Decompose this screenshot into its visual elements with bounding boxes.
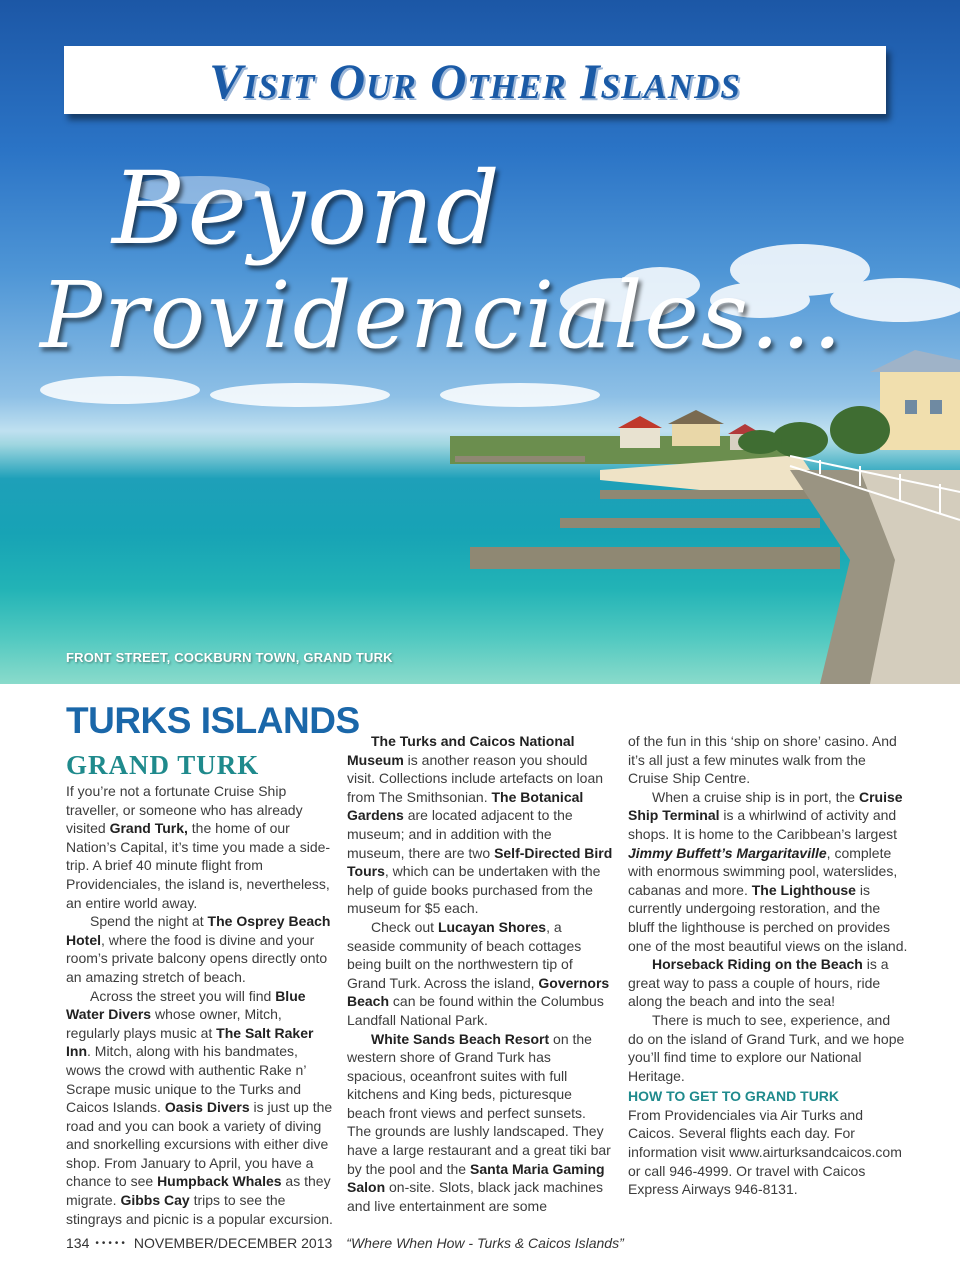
footer-dots: ••••• xyxy=(95,1238,128,1249)
place-name: Blue Water Divers xyxy=(66,987,306,1023)
section-title: TURKS ISLANDS xyxy=(66,700,360,741)
how-to-get-heading: HOW TO GET TO GRAND TURK xyxy=(628,1088,840,1105)
text: whose owner, Mitch, regularly plays music at xyxy=(66,1006,282,1041)
paragraph xyxy=(66,987,334,1229)
paragraph xyxy=(347,732,613,918)
place-name: Santa Maria Gaming Salon xyxy=(347,1160,605,1196)
place-name: Grand Turk, xyxy=(109,820,188,837)
place-name: White Sands Beach Resort xyxy=(371,1030,550,1047)
issue-date: NOVEMBER/DECEMBER 2013 xyxy=(133,1235,333,1251)
text: , which can be undertaken with the help of guide books purchased from the museum for $5 each. xyxy=(347,863,601,917)
paragraph xyxy=(628,788,908,955)
place-name: Jimmy Buffett’s Margaritaville xyxy=(628,844,827,861)
place-name: Horseback Riding on the Beach xyxy=(652,956,863,973)
text: trips to see the stingrays and picnic is a popular excursion. xyxy=(66,1192,333,1227)
text: , where the food is divine and your room’s private balcony opens directly onto an amazing stretch of beach. xyxy=(66,931,328,985)
text: , complete with enormous swimming pool, waterslides, cabanas and more. xyxy=(628,844,898,898)
page-number: 134 xyxy=(66,1235,90,1251)
section-subtitle: GRAND TURK xyxy=(66,750,260,780)
place-name: The Osprey Beach Hotel xyxy=(66,913,331,948)
paragraph xyxy=(347,918,613,1030)
paragraph xyxy=(66,782,334,912)
paragraph xyxy=(628,955,908,1011)
place-name: Gibbs Cay xyxy=(120,1192,190,1209)
title-banner xyxy=(64,46,886,114)
place-name: Governors Beach xyxy=(347,974,610,1010)
text: Across the street you will find xyxy=(90,987,276,1004)
text: Check out xyxy=(371,918,438,935)
paragraph: of the fun in this ‘ship on shore’ casino. And it’s all just a few minutes walk from the Cruise Ship Centre. xyxy=(628,733,897,787)
text: on the western shore of Grand Turk has spacious, oceanfront suites with full kitchens and King beds, picturesque beach front views and perfect sunsets. The grounds are lushly landscaped. They have a large restaurant and a great tiki bar by the pool and the xyxy=(347,1030,611,1177)
text: are located adjacent to the museum; and in addition with the museum, there are two xyxy=(347,807,573,861)
place-name: Lucayan Shores xyxy=(437,918,547,935)
text: . Mitch, along with his bandmates, wows the crowd with authentic Rake n’ Scrape music unique to the Turks and Caicos Islands. xyxy=(66,1043,306,1116)
palm-trees xyxy=(738,406,890,458)
place-name: Humpback Whales xyxy=(157,1173,282,1190)
script-title-line2: Providenciales... xyxy=(40,262,844,369)
page-footer xyxy=(66,1235,624,1251)
text: can be found within the Columbus Landfall National Park. xyxy=(347,993,604,1028)
text: When a cruise ship is in port, the xyxy=(652,788,859,805)
place-name: Oasis Divers xyxy=(164,1099,250,1116)
place-name: The Salt Raker Inn xyxy=(66,1024,314,1060)
place-name: Self-Directed Bird Tours xyxy=(347,844,613,880)
text: If you’re not a fortunate Cruise Ship traveller, or someone who has already visited xyxy=(66,783,303,837)
place-name: Cruise Ship Terminal xyxy=(628,788,903,824)
text: is a great way to pass a couple of hours, ride along the beach and into the sea! xyxy=(628,956,889,1010)
text: Spend the night at xyxy=(90,913,208,930)
place-name: The Turks and Caicos National Museum xyxy=(347,733,575,768)
place-name: The Lighthouse xyxy=(751,881,856,898)
text: is a whirlwind of activity and shops. It is home to the Caribbean’s largest xyxy=(628,807,898,842)
column-2 xyxy=(347,732,613,1215)
text: on-site. Slots, black jack machines and live entertainment are some xyxy=(347,1179,603,1214)
banner-title: Visit Our Other Islands xyxy=(209,53,741,109)
how-to-get-text: From Providenciales via Air Turks and Caicos. Several flights each day. For information visit www.airturksandcaicos.com or call 946-4999. Or travel with Caicos Express Airways 946-8131. xyxy=(628,1106,902,1198)
text: is just up the road and you can book a variety of diving and snorkelling excursions with either dive shop. From January to April, you have a chance to see xyxy=(66,1099,333,1190)
magazine-name: “Where When How - Turks & Caicos Islands” xyxy=(346,1235,624,1251)
place-name: The Botanical Gardens xyxy=(347,788,584,824)
paragraph xyxy=(347,1030,613,1216)
text: is currently undergoing restoration, and the bluff the lighthouse is perched on provides one of the most beautiful views on the island. xyxy=(628,881,908,954)
text: as they migrate. xyxy=(66,1173,331,1209)
script-title-line1: Beyond xyxy=(112,150,502,267)
text: , a seaside community of beach cottages being built on the northwestern tip of Grand Turk. Across the island, xyxy=(347,918,582,991)
paragraph xyxy=(66,912,334,986)
text: is another reason you should visit. Collections include artefacts on loan from The Smithsonian. xyxy=(347,751,604,805)
photo-caption: FRONT STREET, COCKBURN TOWN, GRAND TURK xyxy=(66,650,393,665)
paragraph: There is much to see, experience, and do on the island of Grand Turk, and we hope you’ll find time to explore our National Heritage. xyxy=(628,1011,905,1084)
column-3 xyxy=(628,732,908,1199)
text: the home of our Nation’s Capital, it’s time you made a side-trip. A brief 40 minute flight from Providenciales, the island is, nevertheless, an entire world away. xyxy=(66,820,331,911)
column-1 xyxy=(66,782,334,1228)
